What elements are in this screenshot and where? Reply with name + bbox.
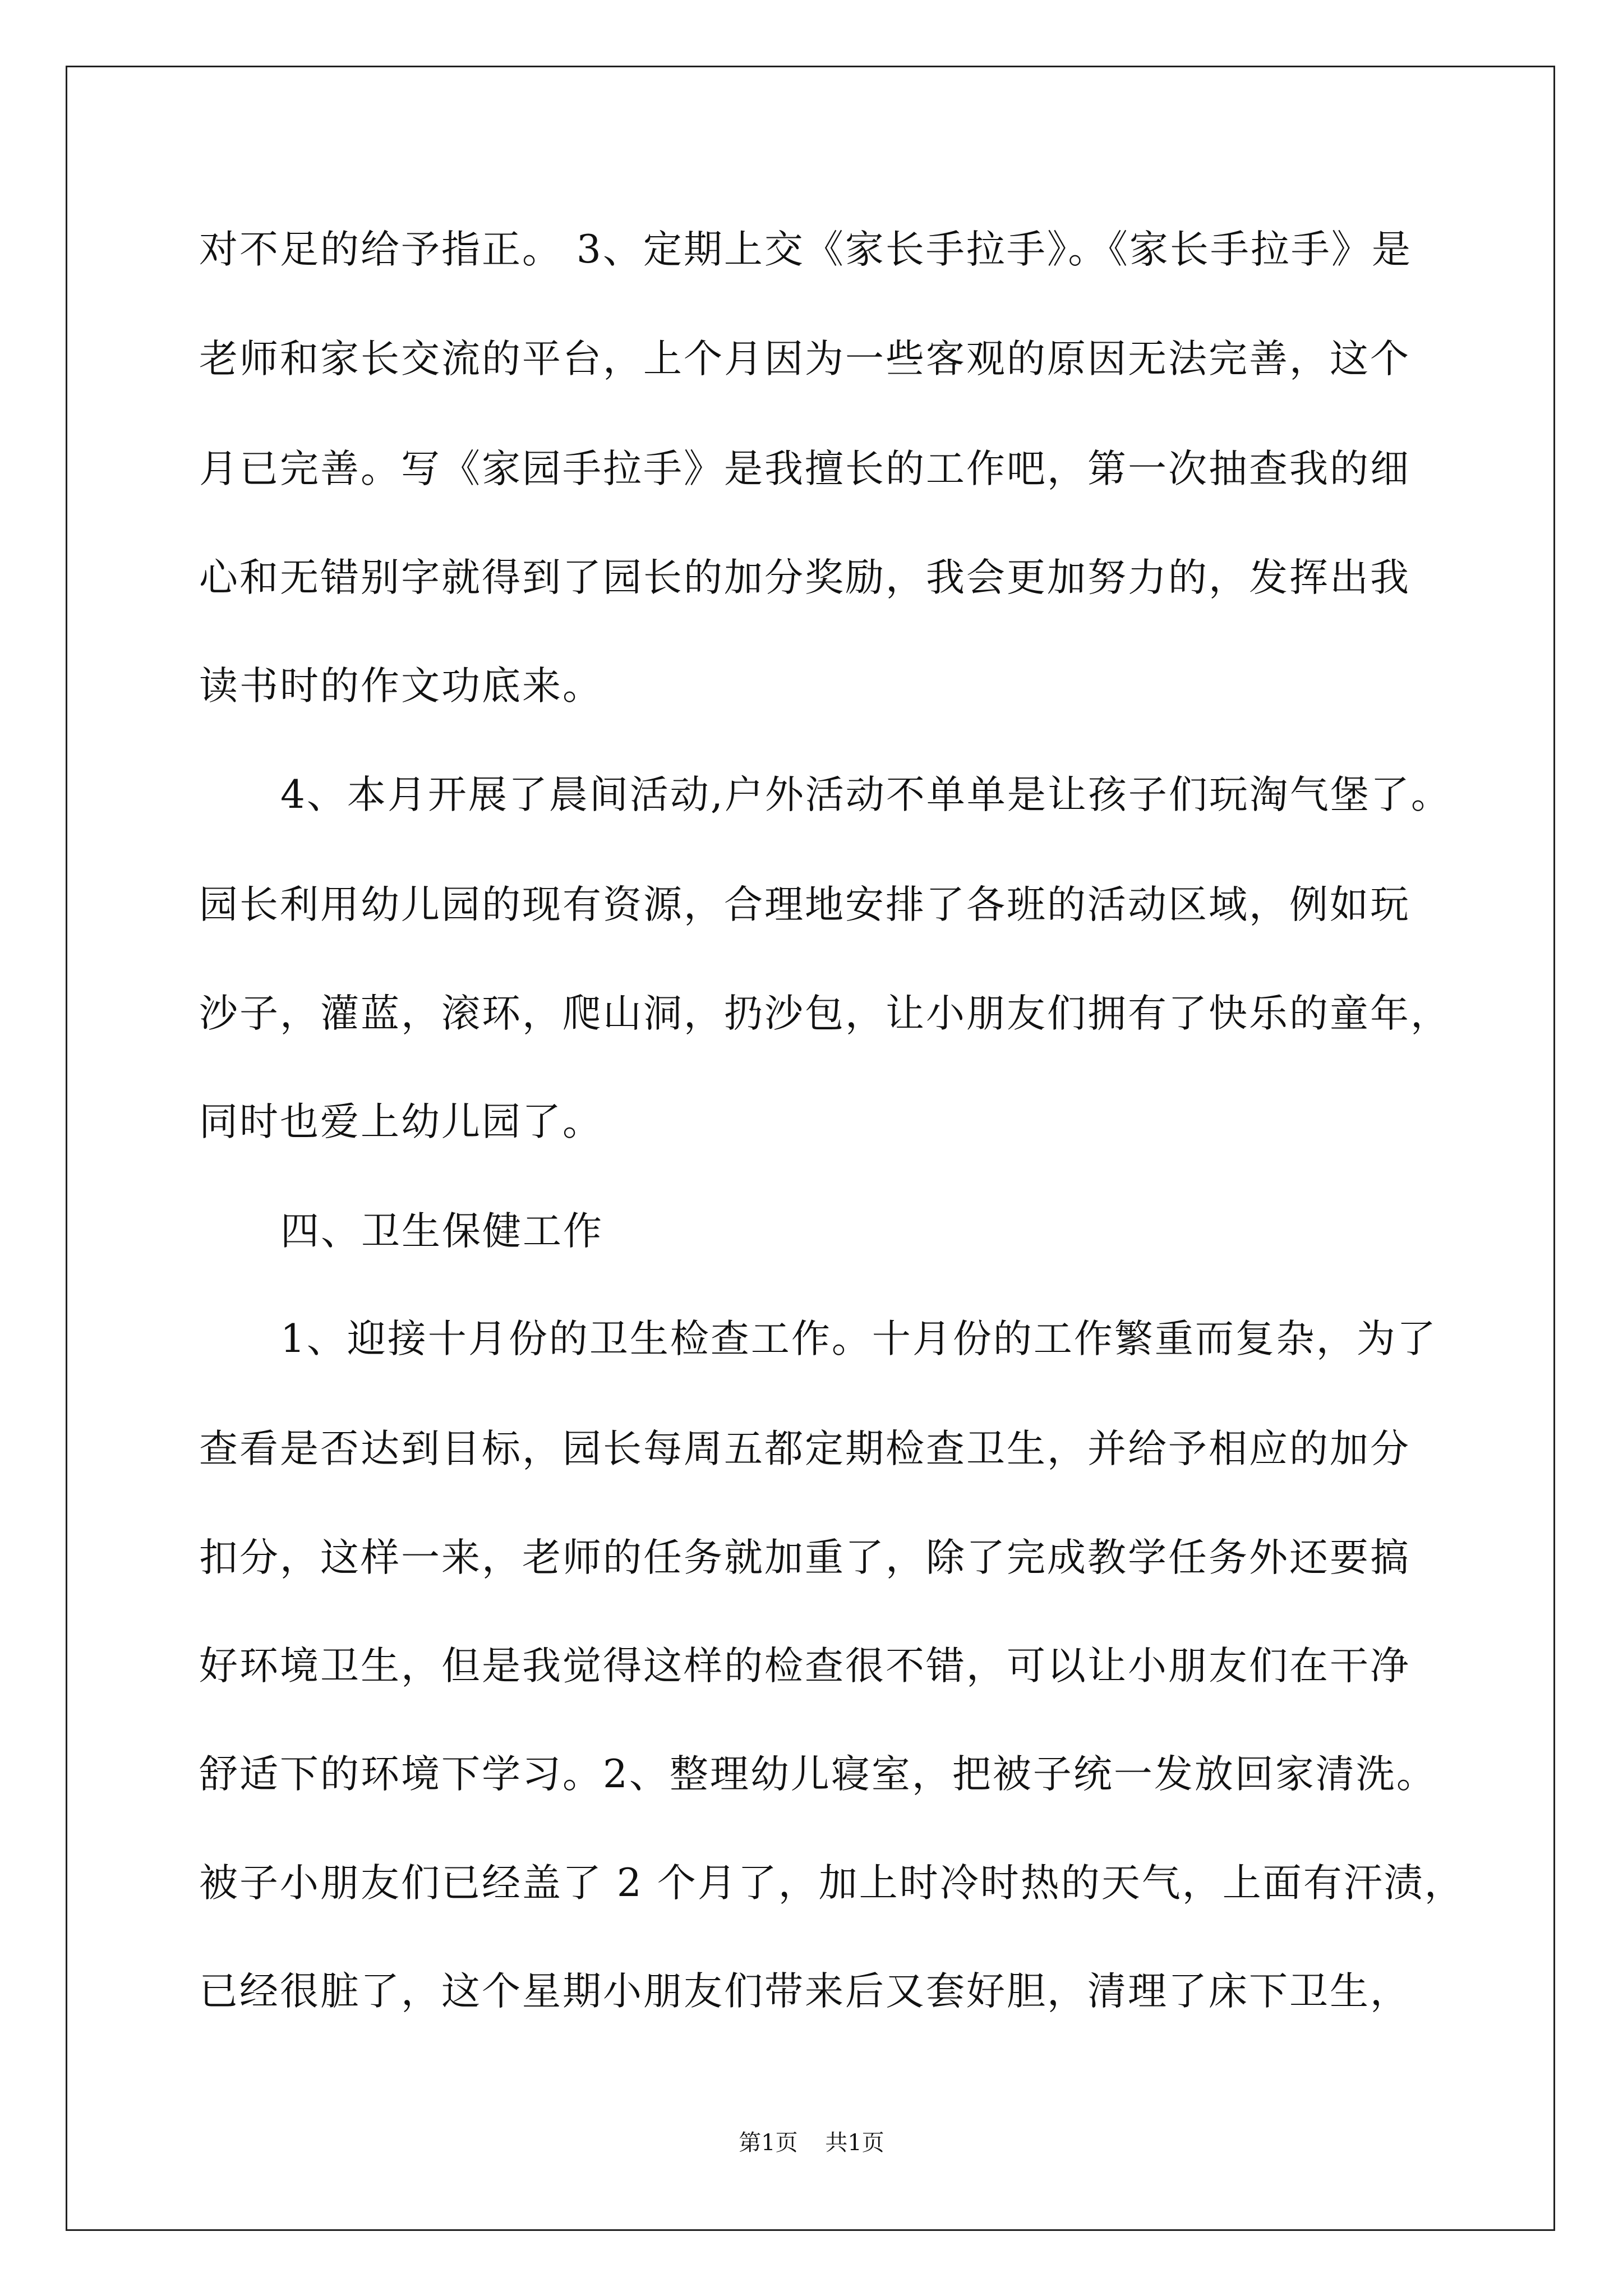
text-line: 好环境卫生，但是我觉得这样的检查很不错，可以让小朋友们在干净 (199, 1644, 1410, 1688)
text-line: 对不足的给予指正。 3、定期上交《家长手拉手》。《家长手拉手》是 (199, 227, 1412, 272)
section-heading: 四、卫生保健工作 (280, 1209, 603, 1254)
text-line: 查看是否达到目标，园长每周五都定期检查卫生，并给予相应的加分 (199, 1427, 1410, 1471)
text-line: 园长利用幼儿园的现有资源，合理地安排了各班的活动区域，例如玩 (199, 882, 1410, 927)
text-line: 沙子，灌蓝，滚环，爬山洞，扔沙包，让小朋友们拥有了快乐的童年， (199, 991, 1451, 1036)
text-line: 老师和家长交流的平台，上个月因为一些客观的原因无法完善，这个 (199, 337, 1410, 381)
text-line: 心和无错别字就得到了园长的加分奖励，我会更加努力的，发挥出我 (199, 555, 1410, 600)
text-line: 扣分，这样一来，老师的任务就加重了，除了完成教学任务外还要搞 (199, 1535, 1410, 1580)
page-total: 共1页 (825, 2130, 884, 2156)
text-line: 4、本月开展了晨间活动,户外活动不单单是让孩子们玩淘气堡了。 (280, 772, 1451, 817)
text-line: 同时也爱上幼儿园了。 (199, 1099, 603, 1144)
text-line: 舒适下的环境下学习。2、整理幼儿寝室，把被子统一发放回家清洗。 (199, 1752, 1437, 1797)
text-line: 读书时的作文功底来。 (199, 664, 603, 708)
text-line: 被子小朋友们已经盖了 2 个月了，加上时冷时热的天气，上面有汗渍， (199, 1861, 1465, 1906)
text-line: 已经很脏了，这个星期小朋友们带来后又套好胆，清理了床下卫生， (199, 1969, 1410, 2014)
page-footer (0, 2126, 1623, 2160)
text-line: 1、迎接十月份的卫生检查工作。十月份的工作繁重而复杂，为了 (280, 1317, 1437, 1361)
text-line: 月已完善。写《家园手拉手》是我擅长的工作吧，第一次抽查我的细 (199, 447, 1410, 491)
page-number: 第1页 (739, 2130, 798, 2156)
